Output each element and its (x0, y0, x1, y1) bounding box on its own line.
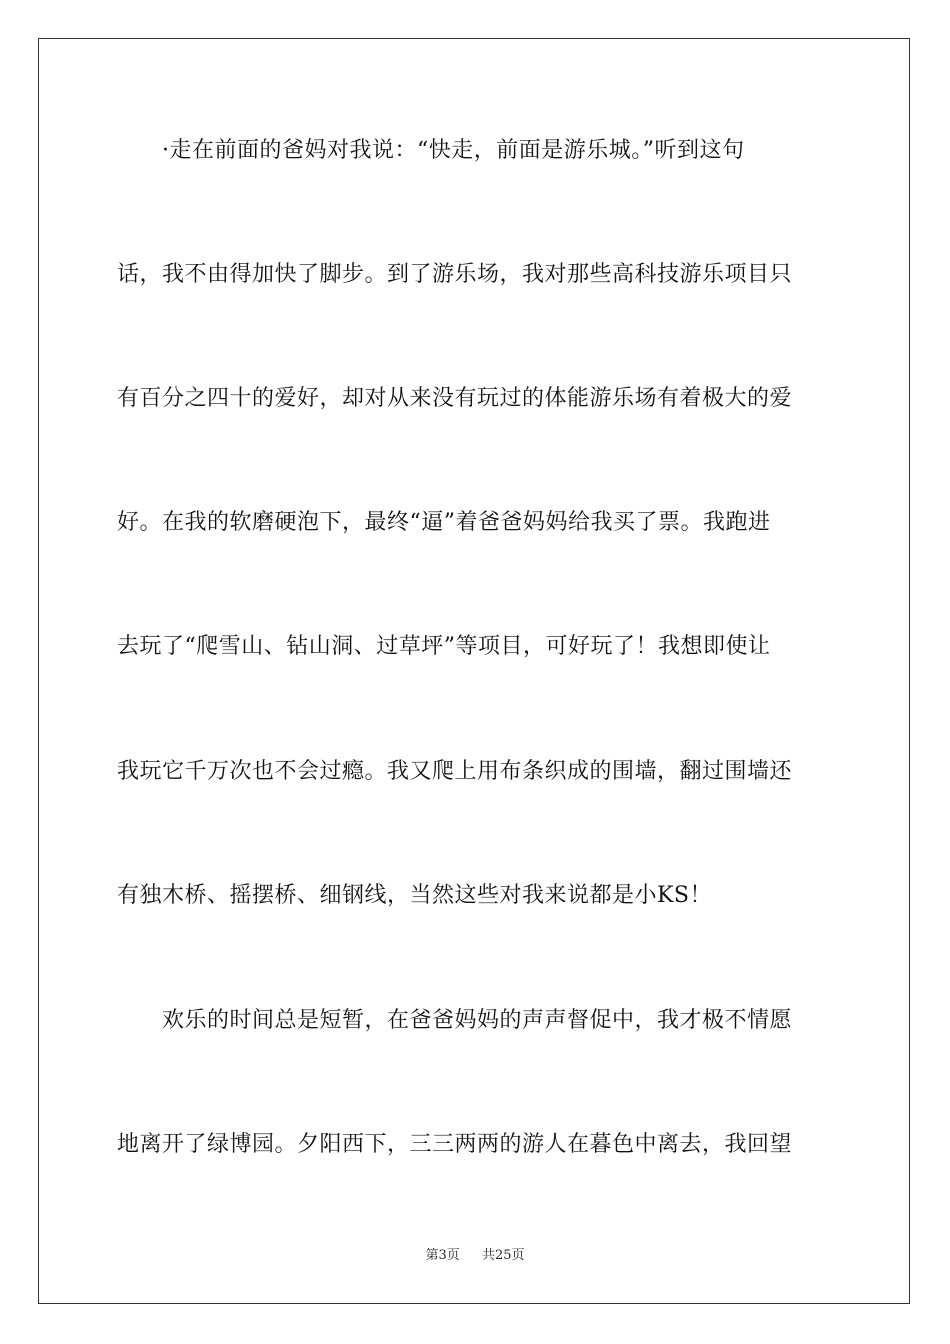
paragraph-line: 好。在我的软磨硬泡下，最终“逼”着爸爸妈妈给我买了票。我跑进 (117, 510, 771, 535)
paragraph-line: 地离开了绿博园。夕阳西下，三三两两的游人在暮色中离去，我回望 (117, 1132, 793, 1157)
current-page-number: 第3页 (425, 1248, 460, 1263)
paragraph-line: 话，我不由得加快了脚步。到了游乐场，我对那些高科技游乐项目只 (117, 262, 793, 287)
paragraph-line: 欢乐的时间总是短暂，在爸爸妈妈的声声督促中，我才极不情愿 (117, 1008, 793, 1033)
paragraph-line: 有独木桥、摇摆桥、细钢线，当然这些对我来说都是小KS！ (117, 883, 713, 908)
page-border (38, 38, 910, 1304)
paragraph-line: 有百分之四十的爱好，却对从来没有玩过的体能游乐场有着极大的爱 (117, 386, 793, 411)
page-footer (0, 1247, 950, 1265)
paragraph-line: 去玩了“爬雪山、钻山洞、过草坪”等项目，可好玩了！我想即使让 (117, 634, 771, 659)
paragraph-line: ·走在前面的爸妈对我说：“快走，前面是游乐城。”听到这句 (117, 138, 745, 163)
total-page-count: 共25页 (482, 1248, 525, 1263)
paragraph-line: 我玩它千万次也不会过瘾。我又爬上用布条织成的围墙，翻过围墙还 (117, 759, 793, 784)
